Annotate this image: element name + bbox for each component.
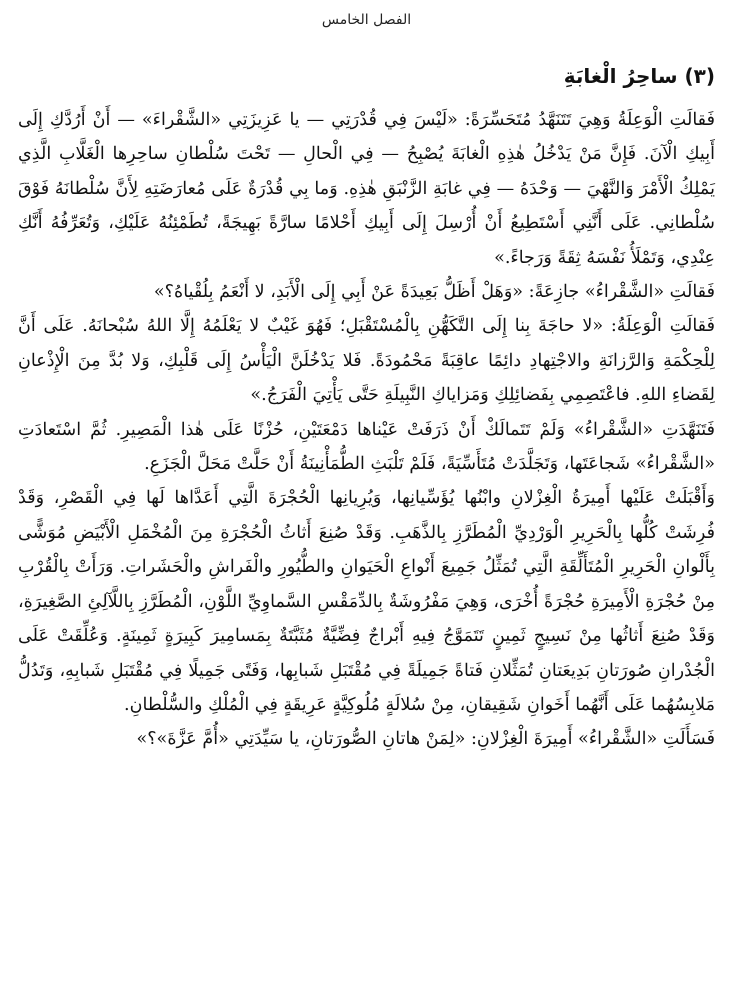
paragraph: فَسَأَلَتِ «الشَّقْراءُ» أَمِيرَةَ الْغِزْلانِ: «لِمَنْ هاتانِ الصُّورَتانِ، يا سَيِّدَتِي «أُمَّ عَزَّةَ»؟» (136, 729, 715, 750)
paragraph: فَقالَتِ «الشَّقْراءُ» جازِعَةً: «وَهَلْ أَظَلُّ بَعِيدَةً عَنْ أَبِي إِلَى الْأَبَدِ، لا أَنْعَمُ بِلُقْياهُ؟» (153, 282, 715, 303)
body-text (18, 103, 715, 757)
paragraph: فَتَنَهَّدَتِ «الشَّقْراءُ» وَلَمْ تَتَمالَكْ أَنْ ذَرَفَتْ عَيْناها دَمْعَتَيْنِ، حُزْنًا عَلَى هٰذا الْمَصِيرِ. ثُمَّ اسْتَعادَتِ «الشَّقْراءُ» شَجاعَتَها، وَتَجَلَّدَتْ مُتَأَسِّيَةً، فَلَمْ تَلْبَثِ الطُّمَأْنِينَةُ أَنْ حَلَّتْ مَحَلَّ الْجَزَعِ. (18, 419, 715, 475)
paragraph: فَقالَتِ الْوَعِلَةُ: «لا حاجَةَ بِنا إِلَى التَّكَهُّنِ بِالْمُسْتَقْبَلِ؛ فَهُوَ غَيْبٌ لا يَعْلَمُهُ إِلَّا اللهُ سُبْحانَهُ. عَلَى أَنَّ لِلْحِكْمَةِ وَالرَّزانَةِ والاجْتِهادِ دائِمًا عاقِبَةً مَحْمُودَةً. فَلا يَدْخُلَنَّ الْيَأْسُ إِلَى قَلْبِكِ، وَلا بُدَّ مِنَ الْإِذْعانِ لِقَضاءِ اللهِ. فاعْتَصِمِي بِفَضائِلِكِ وَمَزاياكِ النَّبِيلَةِ حَتَّى يَأْتِيَ الْفَرَجُ.» (18, 316, 715, 406)
paragraph: فَقالَتِ الْوَعِلَةُ وَهِيَ تَتَنَهَّدُ مُتَحَسِّرَةً: «لَيْسَ فِي قُدْرَتِي — يا عَزِيزَتِي «الشَّقْراءَ» — أَنْ أَرُدَّكِ إِلَى أَبِيكِ الْآنَ. فَإِنَّ مَنْ يَدْخُلُ هٰذِهِ الْغابَةَ يُصْبِحُ — فِي الْحالِ — تَحْتَ سُلْطانِ ساحِرِها الْغَلَّابِ الَّذِي يَمْلِكُ الْأَمْرَ وَالنَّهْيَ — وَحْدَهُ — فِي غابَةِ الزَّنْبَقِ هٰذِهِ. وَما بِي قُدْرَةٌ عَلَى مُعارَضَتِهِ لِأَنَّ سُلْطانَهُ فَوْقَ سُلْطانِي. عَلَى أَنَّنِي أَسْتَطِيعُ أَنْ أُرْسِلَ إِلَى أَبِيكِ أَحْلامًا سارَّةً بَهِيجَةً، تُطَمْئِنُهُ عَلَيْكِ، وَتُعَرِّفُهُ أَنَّكِ عِنْدِي، وَتَمْلَأُ نَفْسَهُ ثِقَةً وَرَجاءً.» (18, 110, 715, 268)
chapter-title: (٣) ساحِرُ الْغابَةِ (563, 64, 715, 88)
paragraph: وَأَقْبَلَتْ عَلَيْها أَمِيرَةُ الْغِزْلانِ وابْنُها يُؤَسِّيانِها، وَيُرِيانِها الْحُجْرَةَ الَّتِي أَعَدَّاها لَها فِي الْقَصْرِ، وَقَدْ فُرِشَتْ كُلُّها بِالْحَرِيرِ الْوَرْدِيِّ الْمُطَرَّزِ بِالذَّهَبِ. وَقَدْ صُنِعَ أَثاثُ الْحُجْرَةِ مِنَ الْمُخْمَلِ الْأَبْيَضِ مُوَشًّى بِأَلْوانِ الْحَرِيرِ الْمُتَأَلِّقَةِ الَّتِي تُمَثِّلُ جَمِيعَ أَنْواعِ الْحَيَوانِ والطُّيُورِ والْفَراشِ والْحَشَراتِ. وَرَأَتْ بِالْقُرْبِ مِنْ حُجْرَةِ الْأَمِيرَةِ حُجْرَةً أُخْرَى، وَهِيَ مَفْرُوشَةٌ بِالدِّمَقْسِ السَّماوِيِّ اللَّوْنِ، الْمُطَرَّزِ بِاللَّآلِئِ الصَّغِيرَةِ، وَقَدْ صُنِعَ أَثاثُها مِنْ نَسِيجٍ ثَمِينٍ تَتَمَوَّجُ فِيهِ أَبْراجٌ فِضِّيَّةٌ مُثَبَّتَةٌ بِمَسامِيرَ كَبِيرَةٍ ثَمِينَةٍ. وَعُلِّقَتْ عَلَى الْجُدْرانِ صُورَتانِ بَدِيعَتانِ تُمَثِّلانِ فَتاةً جَمِيلَةً فِي مُقْتَبَلِ شَبابِها، وَفَتًى جَمِيلًا فِي مُقْتَبَلِ شَبابِهِ، وَتَدُلُّ مَلابِسُهُما عَلَى أَنَّهُما أَخَوانِ شَقِيقانِ، مِنْ سُلالَةٍ مُلُوكِيَّةٍ عَرِيقَةٍ فِي الْمُلْكِ والسُّلْطانِ. (18, 488, 715, 715)
running-header: الفصل الخامس (321, 12, 412, 28)
